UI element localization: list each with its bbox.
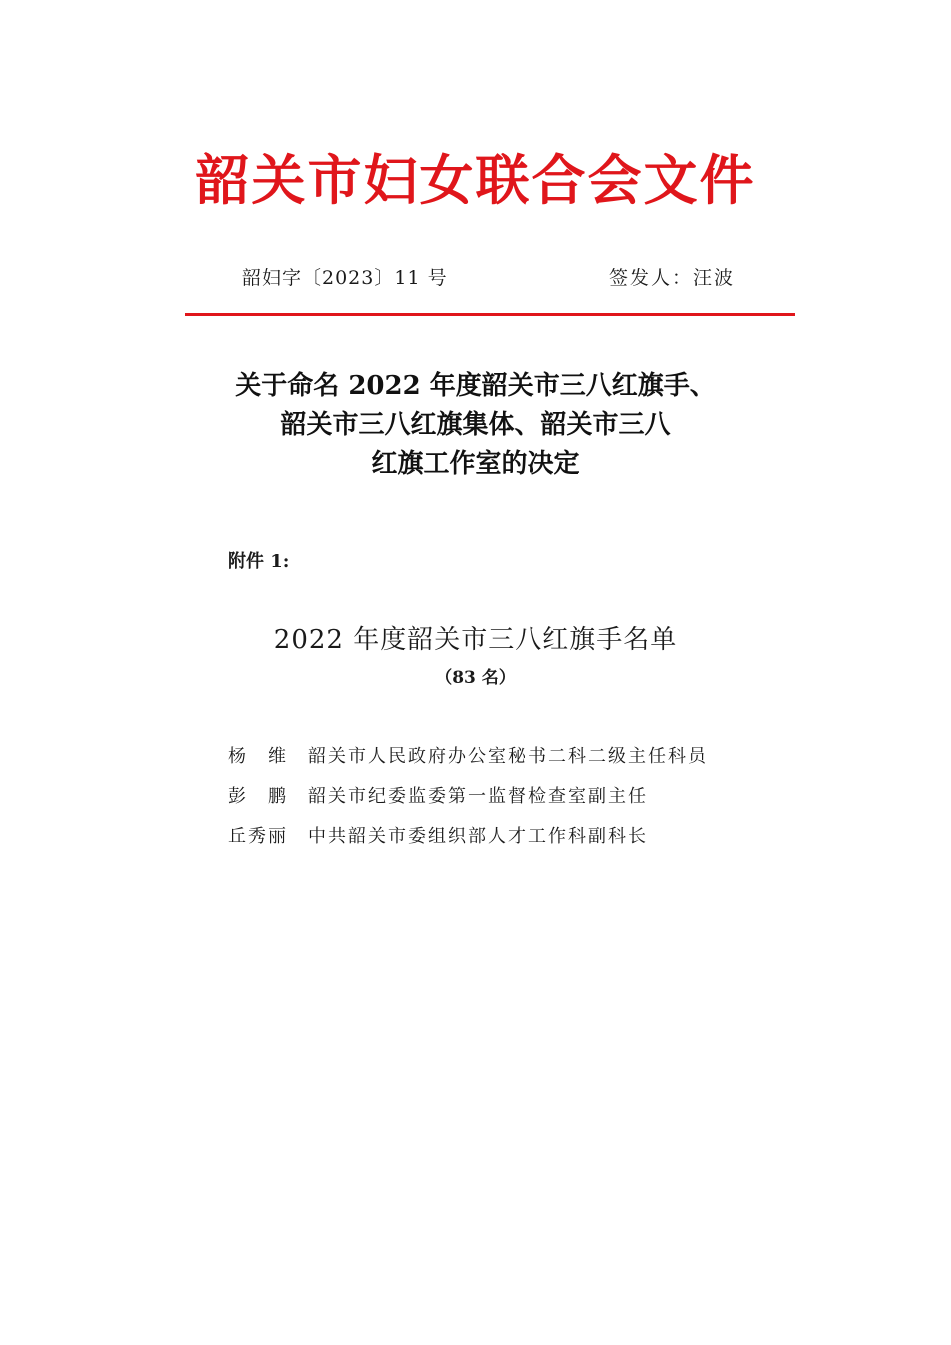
- honoree-name: 彭 鹏: [228, 786, 288, 807]
- honoree-list: [228, 744, 708, 864]
- honoree-position: 韶关市人民政府办公室秘书二科二级主任科员: [308, 746, 708, 767]
- list-title: 2022 年度韶关市三八红旗手名单: [273, 625, 678, 655]
- document-title-line-2: 韶关市三八红旗集体、韶关市三八: [280, 410, 671, 440]
- signer: 签发人：汪波: [608, 267, 735, 289]
- org-masthead-title: 韶关市妇女联合会文件: [195, 148, 756, 212]
- document-title-line-3: 红旗工作室的决定: [371, 449, 580, 479]
- honoree-position: 韶关市纪委监委第一监督检查室副主任: [308, 786, 648, 807]
- list-count: （83 名）: [435, 668, 516, 688]
- honoree-name: 丘秀丽: [228, 826, 288, 847]
- list-item: [228, 784, 708, 824]
- list-item: [228, 824, 708, 864]
- attachment-label: 附件 1:: [228, 551, 290, 572]
- honoree-position: 中共韶关市委组织部人才工作科副科长: [308, 826, 648, 847]
- red-divider-line: [185, 313, 795, 316]
- document-title-line-1: 关于命名 2022 年度韶关市三八红旗手、: [235, 371, 716, 401]
- document-number: 韶妇字〔2023〕11 号: [242, 267, 448, 289]
- document-title: [0, 367, 951, 484]
- list-item: [228, 744, 708, 784]
- honoree-name: 杨 维: [228, 746, 288, 767]
